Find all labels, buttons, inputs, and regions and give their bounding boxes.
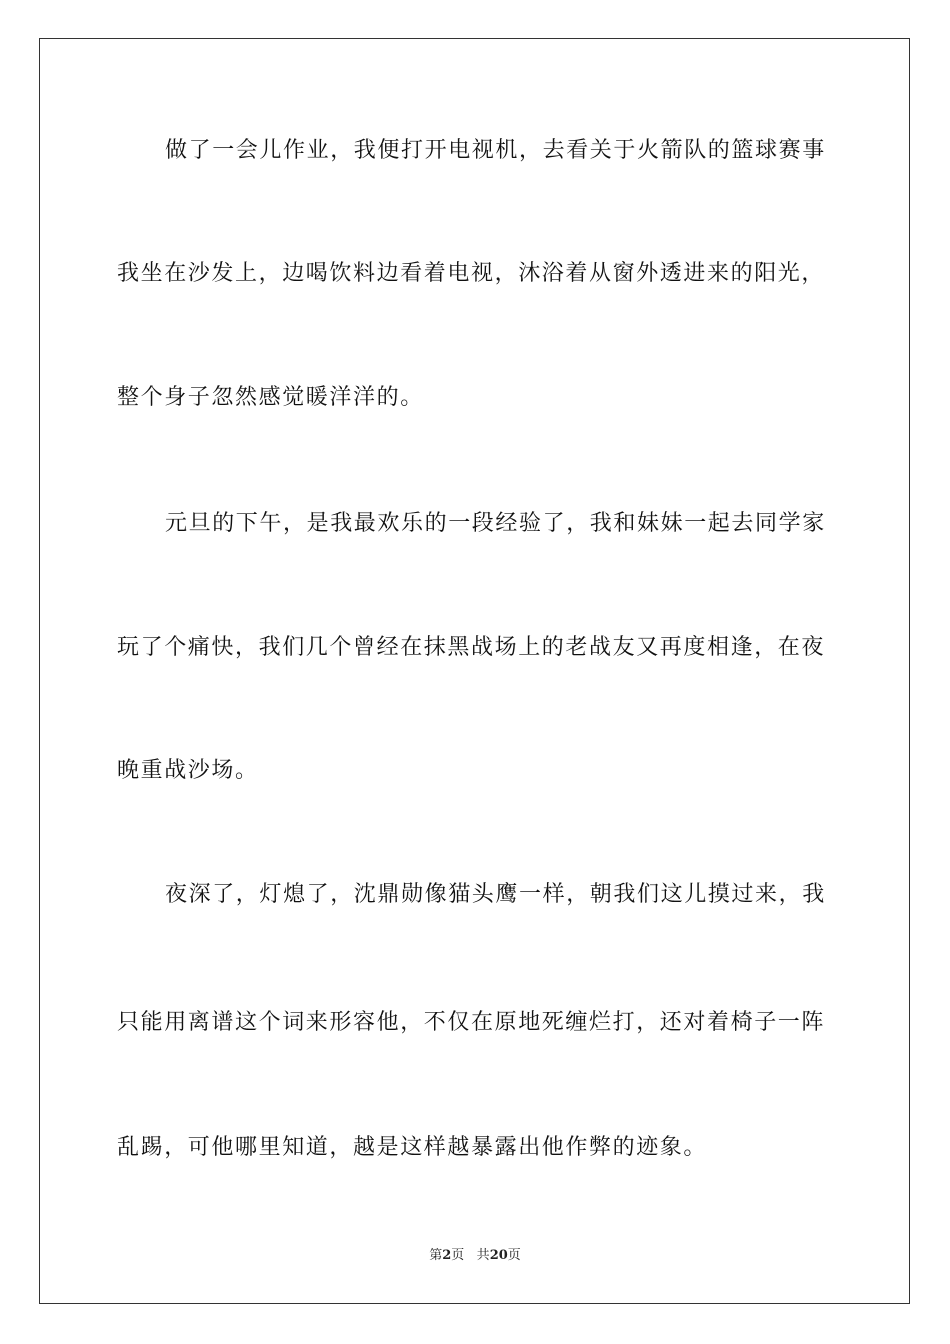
paragraph-2-line-1: 元旦的下午，是我最欢乐的一段经验了，我和妹妹一起去同学家: [165, 511, 826, 536]
paragraph-2-line-3: 晚重战沙场。: [117, 758, 259, 783]
total-pages: 20: [489, 1248, 508, 1263]
paragraph-3-line-1: 夜深了，灯熄了，沈鼎勋像猫头鹰一样，朝我们这儿摸过来，我: [165, 882, 826, 907]
page-prefix: 第: [429, 1248, 443, 1263]
paragraph-1-line-2: 我坐在沙发上，边喝饮料边看着电视，沐浴着从窗外透进来的阳光，: [117, 261, 826, 286]
page-footer: [0, 1247, 950, 1265]
page-suffix: 页: [451, 1248, 465, 1263]
paragraph-1-line-3: 整个身子忽然感觉暖洋洋的。: [117, 385, 424, 410]
total-suffix: 页: [507, 1248, 521, 1263]
paragraph-2-line-2: 玩了个痛快，我们几个曾经在抹黑战场上的老战友又再度相逢，在夜: [117, 635, 826, 660]
page-frame: [39, 38, 910, 1304]
total-prefix: 共: [476, 1248, 490, 1263]
paragraph-3-line-2: 只能用离谱这个词来形容他，不仅在原地死缠烂打，还对着椅子一阵: [117, 1010, 826, 1035]
page-number: 2: [442, 1248, 452, 1263]
paragraph-1-line-1: 做了一会儿作业，我便打开电视机，去看关于火箭队的篮球赛事: [165, 138, 826, 163]
paragraph-3-line-3: 乱踢，可他哪里知道，越是这样越暴露出他作弊的迹象。: [117, 1135, 708, 1160]
